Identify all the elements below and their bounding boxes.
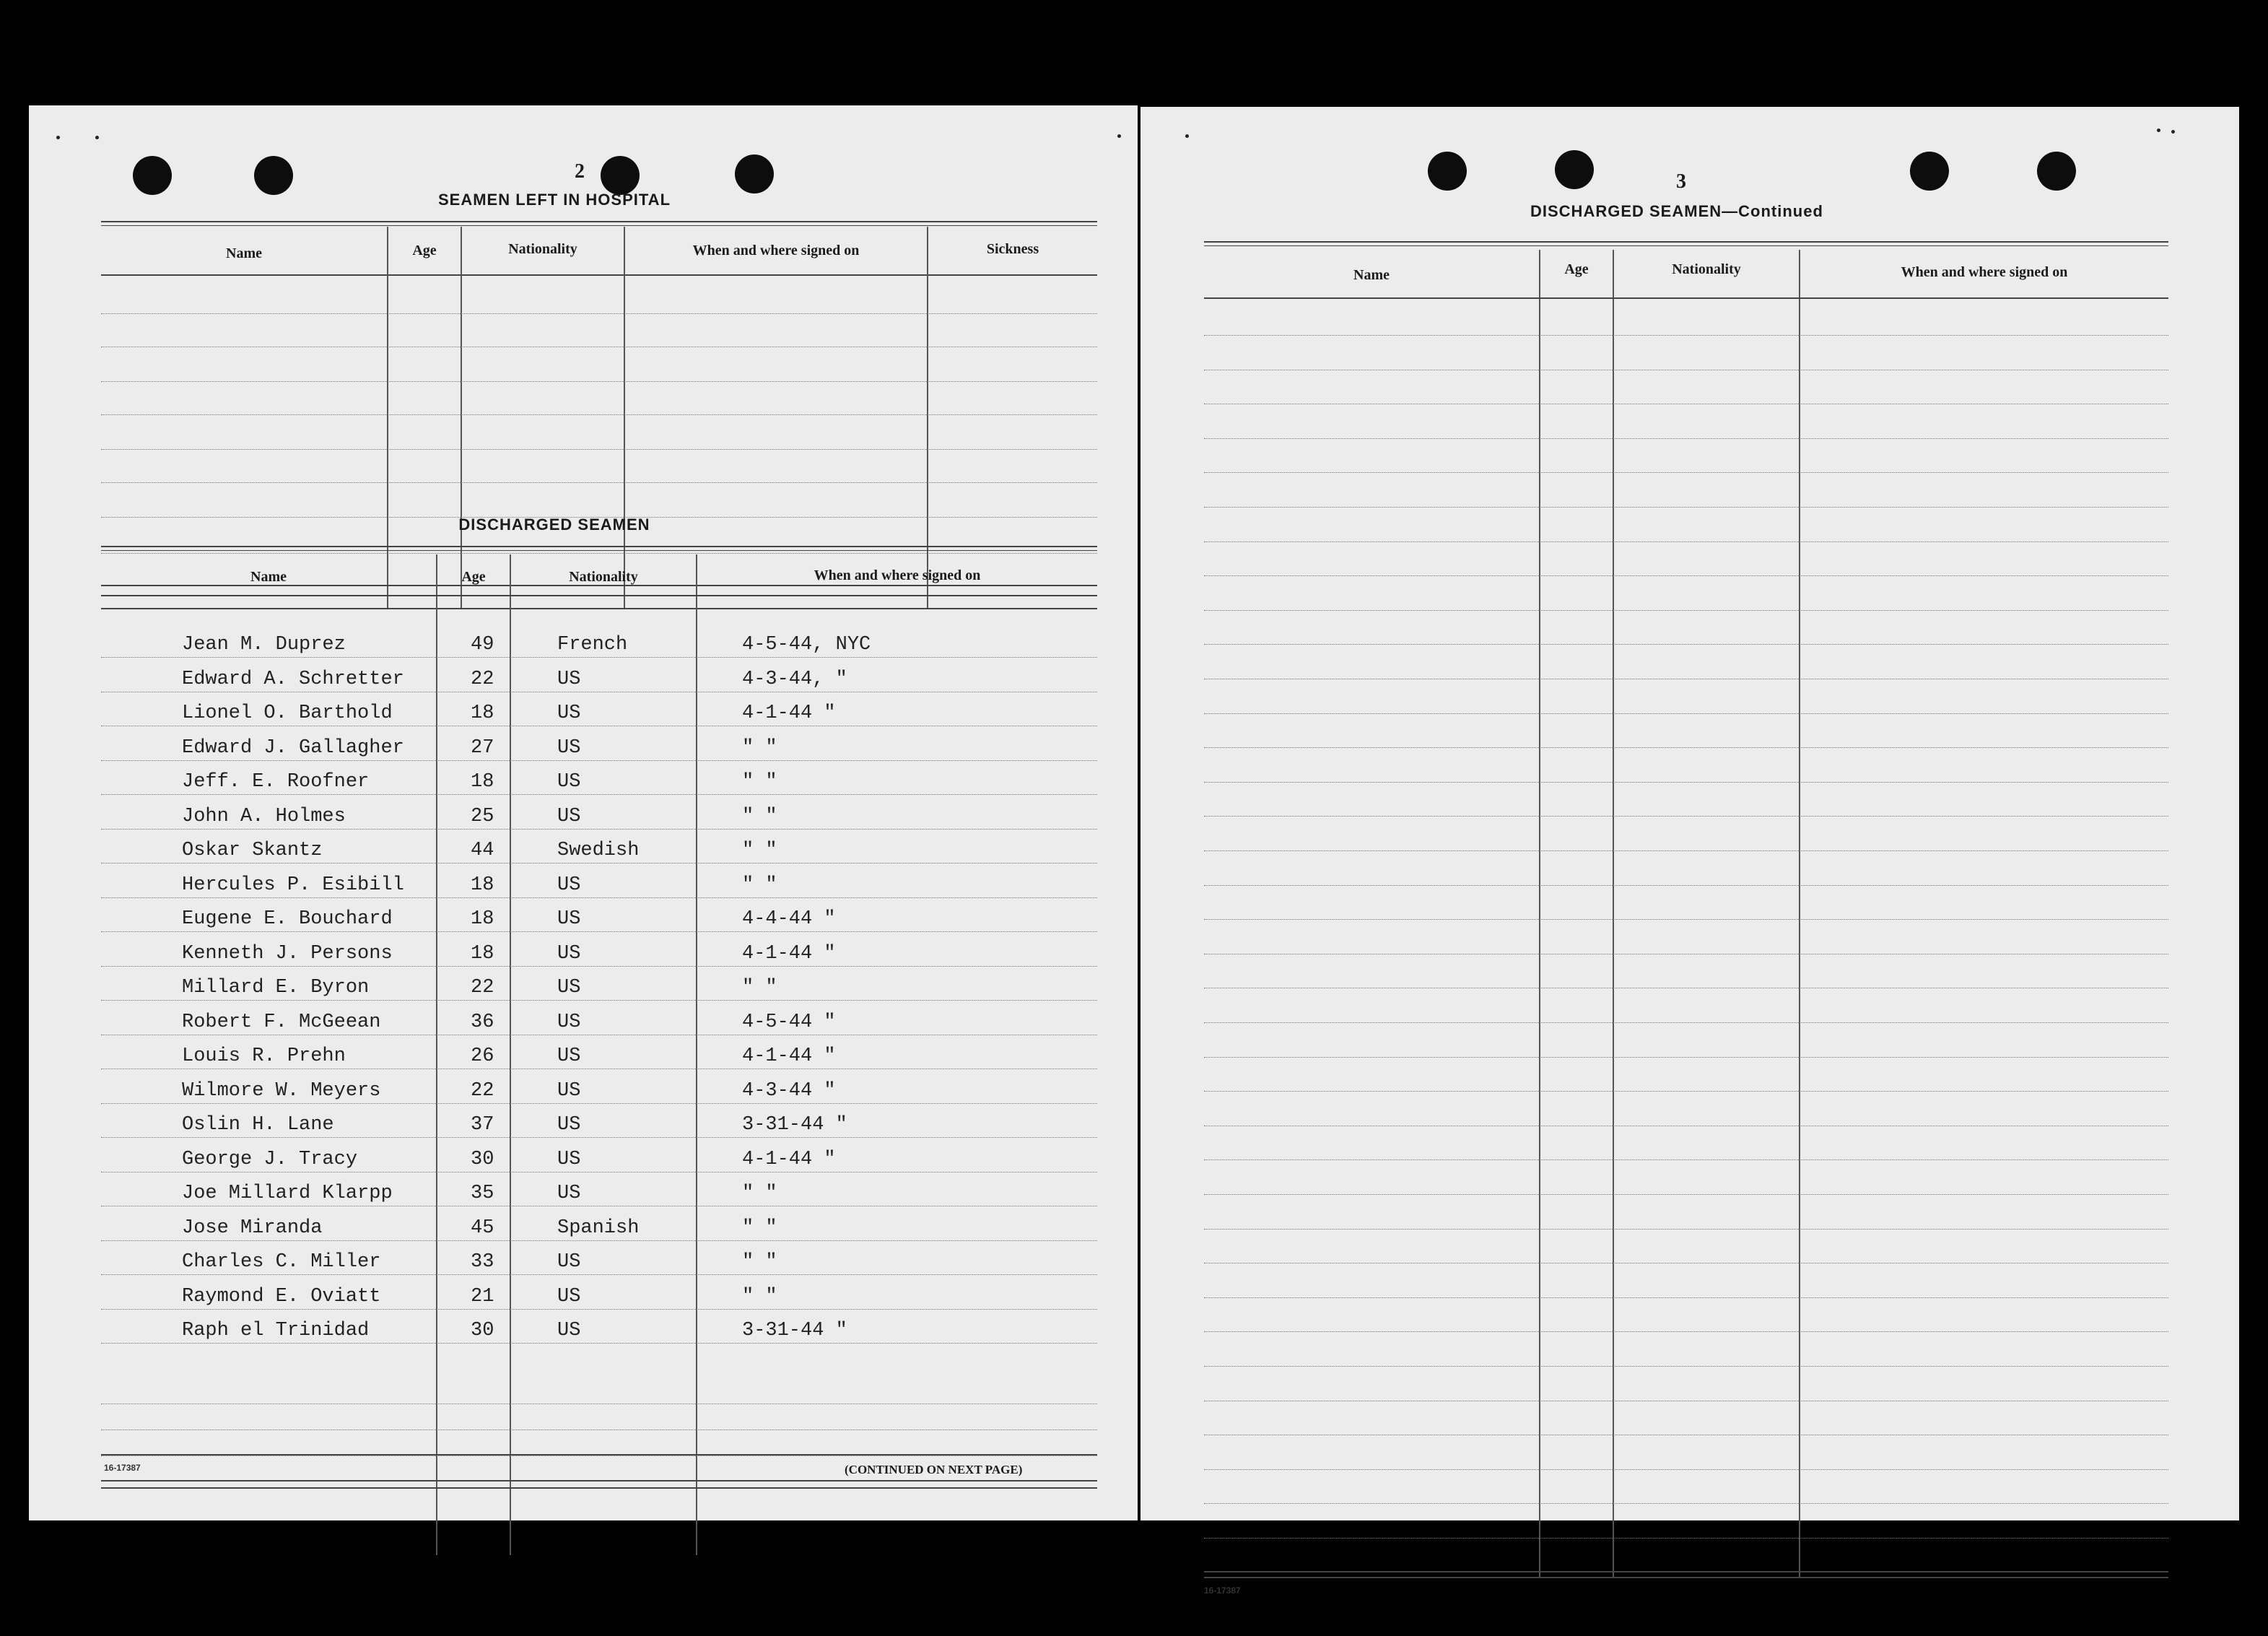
seaman-nationality: US: [557, 736, 581, 759]
row-line: [1204, 610, 2168, 611]
rule: [101, 595, 1097, 596]
row-line: [1204, 1297, 2168, 1298]
seaman-name: Jean M. Duprez: [182, 634, 346, 656]
seaman-nationality: US: [557, 1045, 581, 1067]
column-header-age: Age: [1564, 261, 1589, 277]
seaman-name: Joe Millard Klarpp: [182, 1183, 393, 1204]
row-line: [101, 449, 1097, 450]
column-header-nationality: Nationality: [508, 241, 577, 257]
row-line: [1204, 1538, 2168, 1539]
seaman-age: 30: [471, 1148, 494, 1170]
seaman-signed-on: 4-4-44 ": [742, 908, 836, 930]
row-line: [1204, 644, 2168, 645]
seaman-age: 22: [471, 977, 494, 998]
row-line: [101, 1103, 1097, 1104]
rule: [1204, 245, 2168, 246]
scan-speck: [1185, 134, 1189, 138]
seaman-name: Jeff. E. Roofner: [182, 771, 370, 793]
seaman-age: 27: [471, 736, 494, 759]
scan-speck: [56, 136, 60, 139]
row-line: [1204, 335, 2168, 336]
row-line: [101, 1274, 1097, 1275]
seaman-name: Raymond E. Oviatt: [182, 1285, 381, 1308]
scan-speck: [1117, 134, 1121, 138]
seaman-name: Edward A. Schretter: [182, 668, 404, 690]
seaman-name: Edward J. Gallagher: [182, 736, 404, 759]
seaman-signed-on: " ": [742, 874, 777, 896]
column-header-nationality: Nationality: [569, 569, 638, 585]
rule: [101, 550, 1097, 551]
seaman-age: 37: [471, 1114, 494, 1136]
seaman-nationality: US: [557, 1079, 581, 1102]
row-line: [101, 1240, 1097, 1241]
row-line: [101, 760, 1097, 761]
row-line: [1204, 1366, 2168, 1367]
seaman-signed-on: 3-31-44 ": [742, 1114, 847, 1136]
page-number: 2: [575, 160, 585, 183]
row-line: [101, 1343, 1097, 1344]
seaman-name: Hercules P. Esibill: [182, 874, 404, 896]
seaman-name: Charles C. Miller: [182, 1251, 381, 1273]
seaman-name: Kenneth J. Persons: [182, 942, 393, 965]
seaman-name: Oslin H. Lane: [182, 1114, 334, 1136]
seaman-signed-on: " ": [742, 771, 777, 793]
seaman-name: Wilmore W. Meyers: [182, 1079, 381, 1102]
seaman-nationality: US: [557, 1183, 581, 1204]
row-line: [1204, 1057, 2168, 1058]
row-line: [1204, 438, 2168, 439]
binder-hole: [1910, 152, 1949, 191]
seaman-age: 49: [471, 634, 494, 656]
seaman-signed-on: " ": [742, 1251, 777, 1273]
continued-footer: (CONTINUED ON NEXT PAGE): [845, 1463, 1023, 1476]
seaman-name: Robert F. McGeean: [182, 1011, 381, 1033]
seaman-age: 21: [471, 1285, 494, 1308]
left-page: [29, 105, 1138, 1520]
seaman-signed-on: " ": [742, 977, 777, 998]
seaman-signed-on: 4-1-44 ": [742, 702, 836, 724]
row-line: [1204, 541, 2168, 542]
form-number: 16-17387: [1204, 1585, 1241, 1596]
column-header-signed-on: When and where signed on: [814, 567, 981, 583]
row-line: [1204, 747, 2168, 748]
row-line: [101, 1000, 1097, 1001]
seaman-nationality: US: [557, 874, 581, 896]
right-page: [1140, 107, 2239, 1596]
row-line: [101, 482, 1097, 483]
seaman-age: 22: [471, 1079, 494, 1102]
seaman-signed-on: " ": [742, 805, 777, 827]
seaman-age: 22: [471, 668, 494, 690]
seaman-name: Eugene E. Bouchard: [182, 908, 393, 930]
row-line: [1204, 1091, 2168, 1092]
row-line: [101, 897, 1097, 898]
column-divider: [696, 554, 697, 1555]
seaman-age: 30: [471, 1320, 494, 1341]
seaman-nationality: US: [557, 771, 581, 793]
binder-hole: [133, 156, 172, 195]
row-line: [101, 966, 1097, 967]
row-line: [101, 414, 1097, 415]
rule: [1204, 1577, 2168, 1578]
rule: [101, 1480, 1097, 1481]
column-divider: [1613, 250, 1614, 1578]
seaman-age: 18: [471, 908, 494, 930]
row-line: [1204, 1194, 2168, 1195]
seaman-nationality: US: [557, 942, 581, 965]
row-line: [101, 1137, 1097, 1138]
seaman-name: Louis R. Prehn: [182, 1045, 346, 1067]
seaman-signed-on: 4-3-44, ": [742, 668, 847, 690]
row-line: [1204, 713, 2168, 714]
seaman-signed-on: " ": [742, 1183, 777, 1204]
row-line: [101, 829, 1097, 830]
seaman-age: 18: [471, 942, 494, 965]
seaman-signed-on: " ": [742, 736, 777, 759]
seaman-age: 33: [471, 1251, 494, 1273]
binder-hole: [254, 156, 293, 195]
rule: [1204, 241, 2168, 243]
rule: [1204, 1571, 2168, 1572]
section-title: DISCHARGED SEAMEN—Continued: [1530, 202, 1823, 220]
column-header-age: Age: [461, 569, 486, 585]
seaman-nationality: US: [557, 1011, 581, 1033]
rule: [101, 225, 1097, 226]
scan-speck: [2157, 129, 2160, 132]
seaman-name: John A. Holmes: [182, 805, 346, 827]
row-line: [101, 1309, 1097, 1310]
binder-hole: [1428, 152, 1467, 191]
row-line: [1204, 472, 2168, 473]
row-line: [1204, 919, 2168, 920]
seaman-age: 35: [471, 1183, 494, 1204]
binder-hole: [601, 156, 640, 195]
seaman-nationality: US: [557, 1320, 581, 1341]
column-header-name: Name: [1353, 267, 1390, 283]
binder-hole: [2037, 152, 2076, 191]
row-line: [1204, 1503, 2168, 1504]
rule: [101, 608, 1097, 609]
seaman-age: 18: [471, 874, 494, 896]
seaman-signed-on: " ": [742, 840, 777, 861]
seaman-name: Millard E. Byron: [182, 977, 370, 998]
rule: [101, 221, 1097, 222]
seaman-nationality: US: [557, 908, 581, 930]
row-line: [101, 553, 1097, 554]
seaman-signed-on: " ": [742, 1217, 777, 1239]
seaman-nationality: US: [557, 1251, 581, 1273]
row-line: [1204, 1229, 2168, 1230]
row-line: [101, 931, 1097, 932]
row-line: [1204, 850, 2168, 851]
seaman-age: 45: [471, 1217, 494, 1239]
seaman-name: Jose Miranda: [182, 1217, 323, 1239]
seaman-name: Oskar Skantz: [182, 840, 323, 861]
column-divider: [510, 554, 511, 1555]
row-line: [101, 381, 1097, 382]
seaman-nationality: US: [557, 805, 581, 827]
column-header-nationality: Nationality: [1672, 261, 1741, 277]
row-line: [1204, 1469, 2168, 1470]
seaman-age: 18: [471, 771, 494, 793]
seaman-signed-on: 4-1-44 ": [742, 1045, 836, 1067]
binder-hole: [1555, 150, 1594, 189]
column-header-signed-on: When and where signed on: [692, 243, 860, 258]
seaman-age: 36: [471, 1011, 494, 1033]
seaman-signed-on: 4-3-44 ": [742, 1079, 836, 1102]
row-line: [1204, 507, 2168, 508]
column-divider: [436, 554, 437, 1555]
seaman-nationality: French: [557, 634, 628, 656]
seaman-nationality: Spanish: [557, 1217, 640, 1239]
column-header-name: Name: [226, 245, 262, 261]
seaman-nationality: US: [557, 977, 581, 998]
seaman-nationality: US: [557, 702, 581, 724]
rule: [101, 546, 1097, 547]
seaman-signed-on: 4-1-44 ": [742, 1148, 836, 1170]
column-divider: [1539, 250, 1540, 1578]
seaman-signed-on: 4-5-44, NYC: [742, 634, 871, 656]
seaman-age: 26: [471, 1045, 494, 1067]
column-header-age: Age: [412, 243, 437, 258]
seaman-nationality: US: [557, 1148, 581, 1170]
row-line: [1204, 1159, 2168, 1160]
row-line: [101, 313, 1097, 314]
seaman-name: George J. Tracy: [182, 1148, 358, 1170]
seaman-age: 44: [471, 840, 494, 861]
row-line: [1204, 1022, 2168, 1023]
row-line: [1204, 816, 2168, 817]
row-line: [1204, 575, 2168, 576]
row-line: [1204, 1331, 2168, 1332]
seaman-nationality: US: [557, 1285, 581, 1308]
column-divider: [1799, 250, 1800, 1578]
seaman-age: 18: [471, 702, 494, 724]
binder-hole: [735, 155, 774, 193]
seaman-nationality: US: [557, 668, 581, 690]
seaman-name: Lionel O. Barthold: [182, 702, 393, 724]
page-number: 3: [1676, 170, 1686, 193]
row-line: [1204, 782, 2168, 783]
scan-speck: [95, 136, 99, 139]
column-header-name: Name: [250, 569, 287, 585]
scan-speck: [2171, 130, 2175, 134]
row-line: [1204, 885, 2168, 886]
seaman-signed-on: " ": [742, 1285, 777, 1308]
seaman-nationality: US: [557, 1114, 581, 1136]
rule: [1204, 297, 2168, 299]
seaman-signed-on: 4-5-44 ": [742, 1011, 836, 1033]
form-number: 16-17387: [104, 1463, 141, 1473]
column-header-signed-on: When and where signed on: [1901, 264, 2068, 280]
seaman-nationality: Swedish: [557, 840, 640, 861]
rule: [101, 1454, 1097, 1456]
hospital-section-title: SEAMEN LEFT IN HOSPITAL: [437, 191, 671, 209]
seaman-signed-on: 4-1-44 ": [742, 942, 836, 965]
row-line: [101, 794, 1097, 795]
seaman-signed-on: 3-31-44 ": [742, 1320, 847, 1341]
column-header-sickness: Sickness: [986, 241, 1039, 257]
seaman-name: Raph el Trinidad: [182, 1320, 370, 1341]
seaman-age: 25: [471, 805, 494, 827]
row-line: [101, 657, 1097, 658]
rule: [101, 274, 1097, 276]
discharged-section-title: DISCHARGED SEAMEN: [458, 515, 650, 534]
rule: [101, 1487, 1097, 1489]
